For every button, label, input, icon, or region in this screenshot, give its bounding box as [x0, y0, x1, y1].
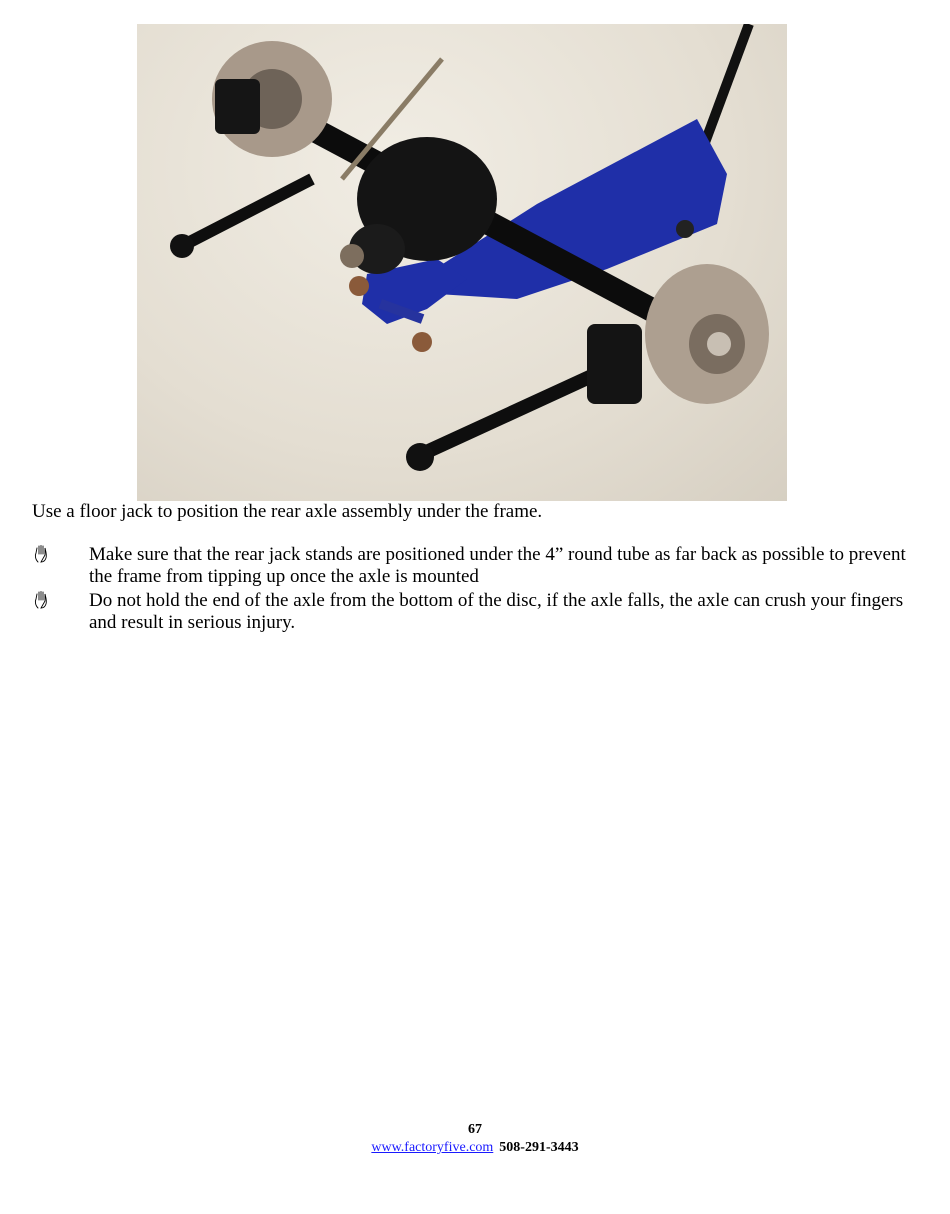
- hand-icon: [32, 544, 52, 564]
- warning-text: Do not hold the end of the axle from the bottom of the disc, if the axle falls, the axle can crush your fingers and result in serious injury.: [89, 590, 904, 633]
- hand-icon: [32, 590, 52, 610]
- phone-number: 508-291-3443: [499, 1140, 579, 1155]
- photo-caption: Use a floor jack to position the rear axle assembly under the frame.: [32, 501, 543, 522]
- warning-item: [32, 544, 912, 588]
- website-link[interactable]: www.factoryfive.com: [371, 1140, 494, 1155]
- page-footer: [0, 1121, 950, 1157]
- warning-item: [32, 590, 912, 634]
- warning-text: Make sure that the rear jack stands are positioned under the 4” round tube as far back as possible to prevent the frame from tipping up once the axle is mounted: [89, 544, 906, 587]
- axle-photo: [137, 24, 787, 501]
- warning-list: [32, 544, 912, 636]
- page-number: 67: [468, 1122, 482, 1137]
